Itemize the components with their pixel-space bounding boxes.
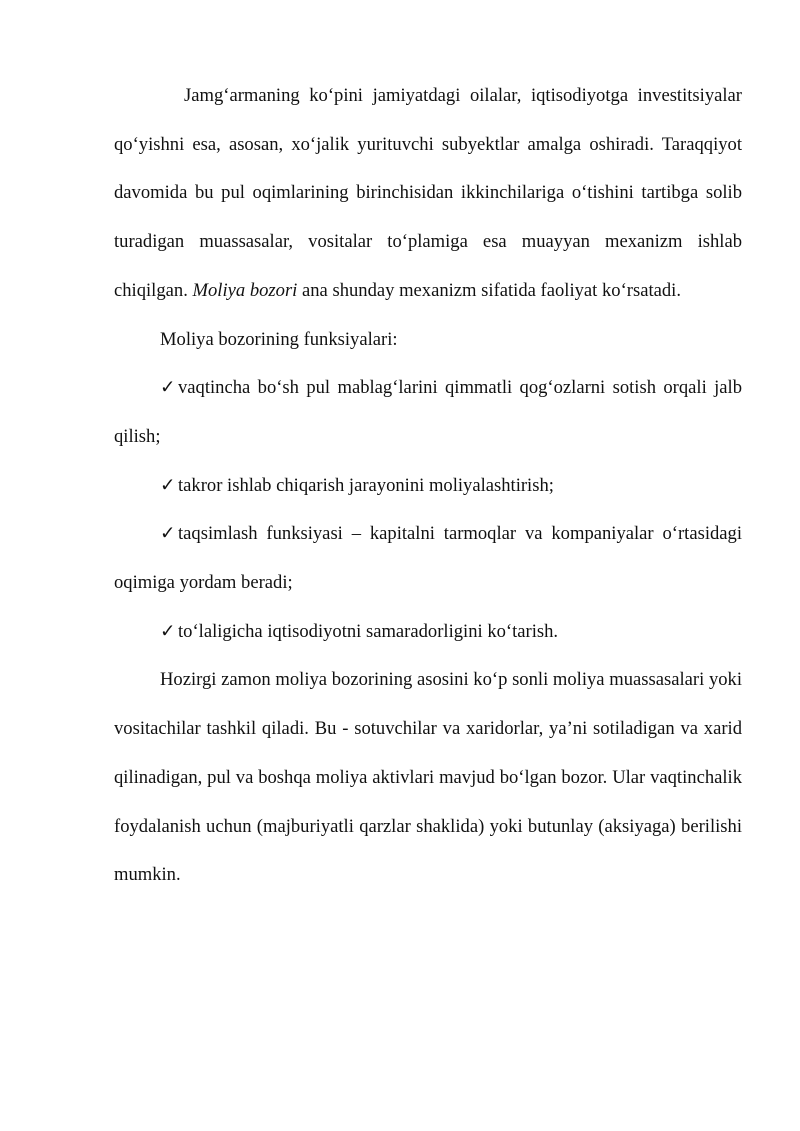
bullet-text: taqsimlash funksiyasi – kapitalni tarmoqlar va kompaniyalar o‘rtasidagi oqimiga yordam beradi;: [114, 523, 742, 594]
document-page: [114, 72, 742, 900]
checkmark-icon: ✓: [160, 474, 176, 496]
checkmark-icon: ✓: [160, 377, 176, 399]
functions-heading: Moliya bozorining funksiyalari:: [160, 328, 398, 350]
closing-paragraph: Hozirgi zamon moliya bozorining asosini ko‘p sonli moliya muassasalari yoki vositachilar tashkil qiladi. Bu - sotuvchilar va xaridorlar, ya’ni sotiladigan va xarid qilinadigan, pul va boshqa moliya aktivlari mavjud bo‘lgan bozor. Ular vaqtinchalik foydalanish uchun (majburiyatli qarzlar shaklida) yoki butunlay (aksiyaga) berilishi mumkin.: [114, 669, 742, 886]
bullet-text: vaqtincha bo‘sh pul mablag‘larini qimmatli qog‘ozlarni sotish orqali jalb qilish;: [114, 377, 742, 447]
bullet-item: [114, 462, 742, 511]
bullet-item: [114, 608, 742, 657]
checkmark-icon: ✓: [160, 523, 176, 545]
bullet-text: takror ishlab chiqarish jarayonini moliyalashtirish;: [178, 474, 554, 496]
bullet-text: to‘laligicha iqtisodiyotni samaradorligini ko‘tarish.: [178, 620, 559, 642]
checkmark-icon: ✓: [160, 620, 176, 642]
intro-text-before: Jamg‘armaning ko‘pini jamiyatdagi oilalar, iqtisodiyotga investitsiyalar qo‘yishni esa, asosan, xo‘jalik yurituvchi subyektlar amalga oshiradi. Taraqqiyot davomida bu pul oqimlarining birinchisidan ikkinchilariga o‘tishini tartibga solib turadigan muassasalar, vositalar to‘plamiga esa muayyan mexanizm ishlab chiqilgan.: [114, 85, 742, 301]
bullet-item: [114, 364, 742, 461]
intro-paragraph: [114, 72, 742, 316]
bullet-item: [114, 510, 742, 607]
intro-text-after: ana shunday mexanizm sifatida faoliyat ko‘rsatadi.: [297, 279, 681, 301]
intro-emphasis: Moliya bozori: [192, 279, 298, 301]
